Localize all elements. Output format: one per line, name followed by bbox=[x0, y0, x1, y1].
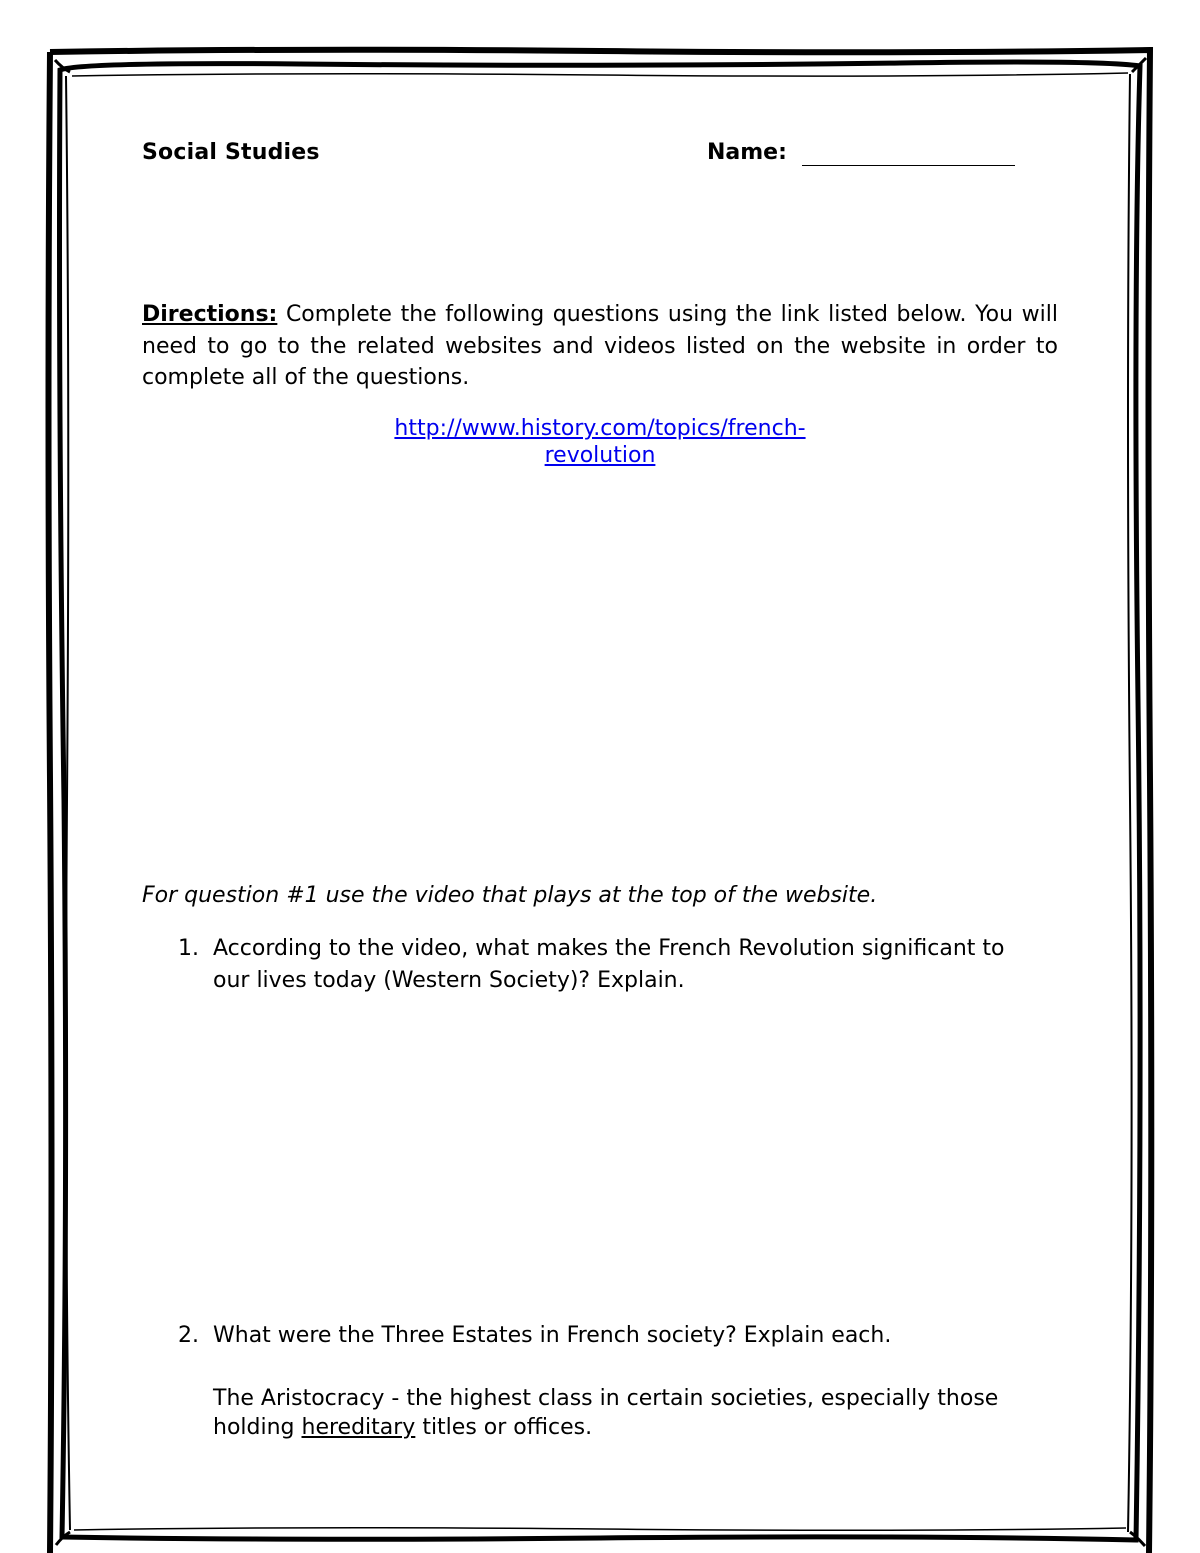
question-text: What were the Three Estates in French society? Explain each. bbox=[213, 1323, 892, 1348]
name-blank-line bbox=[802, 165, 1015, 166]
directions-paragraph bbox=[142, 299, 1058, 394]
answer-text-part-1: The Aristocracy - the highest class in certain societies, especially those holding bbox=[213, 1386, 999, 1440]
subject-heading: Social Studies bbox=[142, 140, 320, 165]
resource-link-line-1: http://www.history.com/topics/french- bbox=[394, 416, 806, 441]
question-1-instruction: For question #1 use the video that plays at the top of the website. bbox=[142, 883, 878, 908]
answer-text-part-2: titles or offices. bbox=[415, 1415, 593, 1440]
directions-label: Directions: bbox=[142, 302, 278, 327]
resource-link-block bbox=[0, 415, 1200, 469]
resource-link-line-2: revolution bbox=[544, 443, 656, 468]
answer-underlined-word: hereditary bbox=[301, 1415, 416, 1440]
question-number: 2. bbox=[178, 1323, 199, 1348]
resource-link[interactable] bbox=[0, 415, 1200, 469]
question-text: According to the video, what makes the French Revolution significant to our lives today (Western Society)? Explain. bbox=[213, 936, 1005, 993]
directions-text: Complete the following questions using the link listed below. You will need to go to the related websites and videos listed on the website in order to complete all of the questions. bbox=[142, 302, 1058, 390]
answer-aristocracy bbox=[213, 1384, 1073, 1442]
name-label: Name: bbox=[707, 140, 787, 165]
question-number: 1. bbox=[178, 936, 199, 961]
